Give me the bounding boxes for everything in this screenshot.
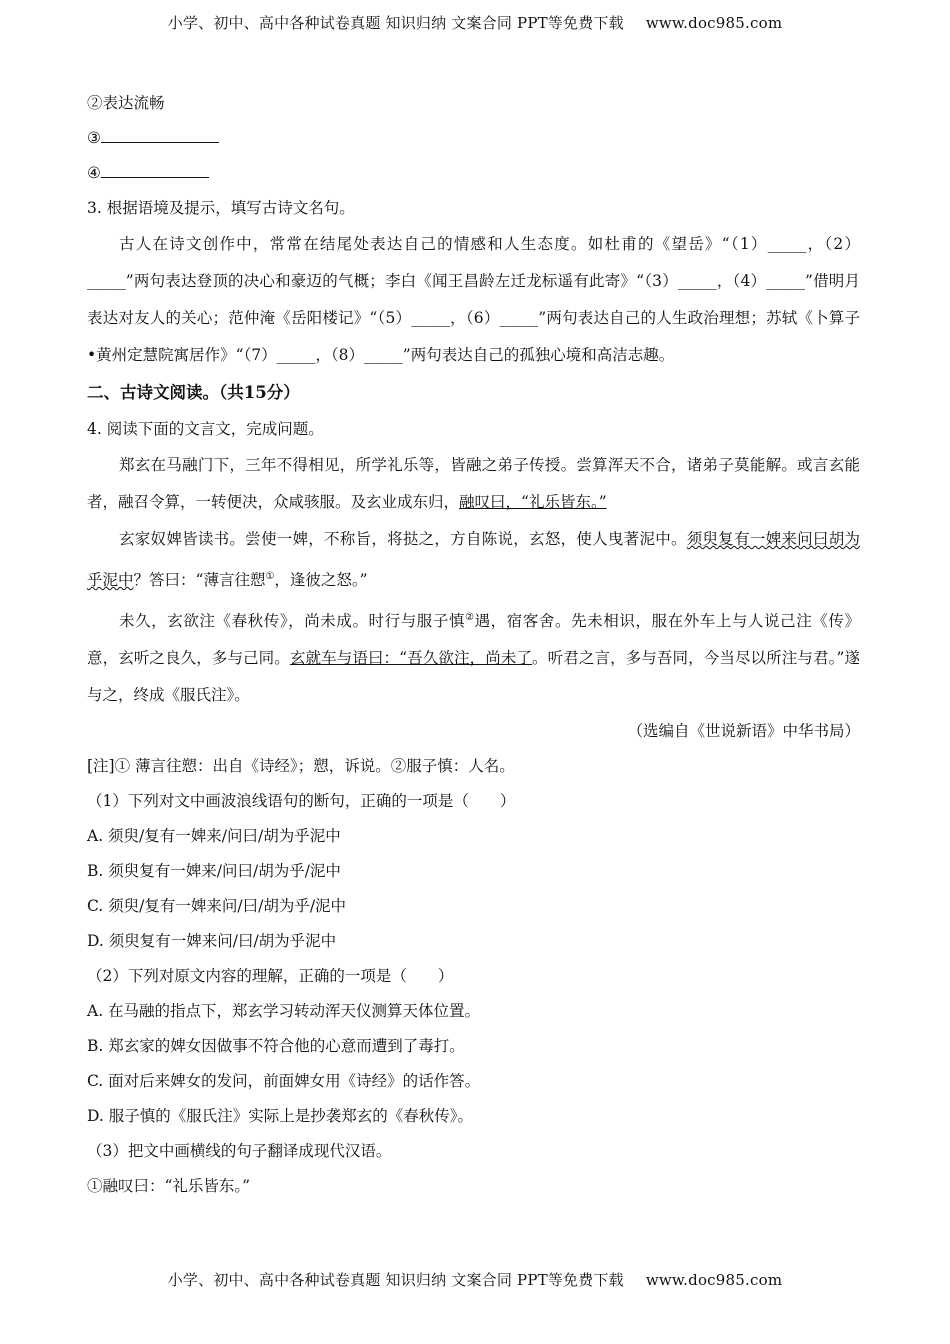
page-footer [0,1269,950,1290]
header-text: 小学、初中、高中各种试卷真题 知识归纳 文案合同 PPT等免费下载 [167,14,624,32]
q4-passage-p3 [87,599,860,714]
page-header [0,12,950,33]
q4-sub1-option-b[interactable]: B. 须臾复有一婢来/问曰/胡为乎/泥中 [87,862,341,881]
document-body [87,86,860,1204]
footer-site-link[interactable]: www.doc985.com [645,1271,783,1289]
q4-p3-text-b: 遇，宿客舍。先未相识，服在外车上与人说己注《传》意，玄听之良久，多与己同。 [87,612,860,668]
q4-passage-p2 [87,521,860,599]
q4-p3-text-a: 未久，玄欲注《春秋传》，尚未成。时行与服子慎 [119,612,466,631]
q4-p2-text-a: 玄家奴婢皆读书。尝使一婢，不称旨，将挞之，方自陈说，玄怒，使人曳著泥中。 [119,530,687,548]
q4-sub1-option-d[interactable]: D. 须臾复有一婢来问/曰/胡为乎泥中 [87,932,337,951]
q4-sub1-option-c[interactable]: C. 须臾/复有一婢来问/曰/胡为乎/泥中 [87,897,347,916]
q4-sub1-question: （1）下列对文中画波浪线语句的断句，正确的一项是（ ） [87,792,516,811]
q4-p3-underlined: 玄就车与语曰：“吾久欲注，尚未了 [289,649,533,668]
q4-p2-wavy: 须臾复有一婢来问曰胡为乎泥中 [87,530,860,590]
q4-passage-p1 [87,447,860,521]
section-2-title: 二、古诗文阅读。（共15分） [87,383,300,402]
q4-p1-underlined: 融叹曰，“礼乐皆东。” [459,493,607,511]
q2-item-3-blank[interactable] [101,128,219,143]
q4-sub2-option-c[interactable]: C. 面对后来婢女的发问，前面婢女用《诗经》的话作答。 [87,1072,481,1091]
q2-item-2: ②表达流畅 [87,94,165,112]
note-marker-2: ② [465,612,475,624]
q4-p2-text-c: ，逢彼之怒。” [274,571,368,590]
q4-sub2-option-b[interactable]: B. 郑玄家的婢女因做事不符合他的心意而遭到了毒打。 [87,1037,465,1056]
q4-note: [注]① 薄言往愬：出自《诗经》；愬，诉说。②服子慎：人名。 [87,757,515,776]
q2-item-4-blank[interactable] [101,163,209,178]
q4-sub1-option-a[interactable]: A. 须臾/复有一婢来/问曰/胡为乎泥中 [87,827,341,846]
q2-item-3-label: ③ [87,129,101,147]
q4-p3-text-c: 。听君之言，多与吾同，今当尽以所注与君。”遂与之，终成《服氏注》。 [87,649,860,705]
q4-sub2-option-a[interactable]: A. 在马融的指点下，郑玄学习转动浑天仪测算天体位置。 [87,1002,481,1021]
q2-item-3 [87,121,860,156]
q4-p2-text-b: ？答曰：“薄言往愬 [133,571,266,590]
q4-p1-text: 郑玄在马融门下，三年不得相见，所学礼乐等，皆融之弟子传授。尝算浑天不合，诸弟子莫能解。或言玄能者，融召令算，一转便决，众咸骇服。及玄业成东归， [87,456,860,511]
q4-sub3-item-1: ①融叹曰：“礼乐皆东。” [87,1177,251,1196]
q4-source: （选编自《世说新语》中华书局） [627,722,860,741]
q4-sub3-question: （3）把文中画横线的句子翻译成现代汉语。 [87,1142,392,1161]
q2-item-4-label: ④ [87,164,101,182]
q3-stem: 3. 根据语境及提示，填写古诗文名句。 [87,199,355,217]
footer-text: 小学、初中、高中各种试卷真题 知识归纳 文案合同 PPT等免费下载 [167,1271,624,1289]
q3-passage: 古人在诗文创作中，常常在结尾处表达自己的情感和人生态度。如杜甫的《望岳》“（1）_____，（2）_____”两句表达登顶的决心和豪迈的气概；李白《闻王昌龄左迁龙标遥有此寄》“（3）_____，（4）_____”借明月表达对友人的关心；范仲淹《岳阳楼记》“（5）_____，（6）_____”两句表达自己的人生政治理想；苏轼《卜算子•黄州定慧院寓居作》“（7）_____，（8）_____”两句表达自己的孤独心境和高洁志趣。 [87,235,860,364]
q2-item-4 [87,156,860,191]
q4-sub2-question: （2）下列对原文内容的理解，正确的一项是（ ） [87,967,454,986]
note-marker-1: ① [265,571,275,582]
header-site-link[interactable]: www.doc985.com [645,14,783,32]
q4-stem: 4. 阅读下面的文言文，完成问题。 [87,420,324,438]
q4-sub2-option-d[interactable]: D. 服子慎的《服氏注》实际上是抄袭郑玄的《春秋传》。 [87,1107,473,1126]
